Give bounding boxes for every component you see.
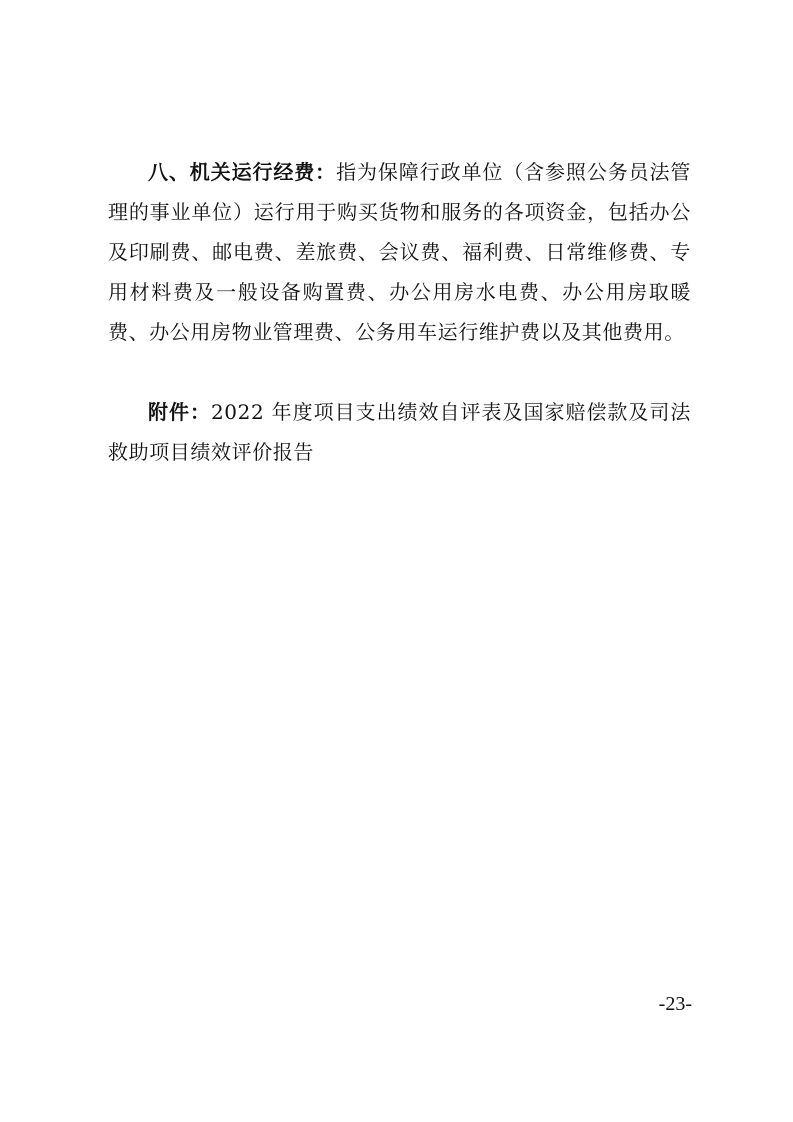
attachment-paragraph xyxy=(108,392,691,472)
attachment-colon: ： xyxy=(189,400,211,424)
definition-term: 八、机关运行经费 xyxy=(148,160,316,184)
attachment-label: 附件 xyxy=(148,400,190,424)
definition-paragraph xyxy=(108,152,691,352)
page-number: -23- xyxy=(658,993,692,1015)
definition-text: 指为保障行政单位（含参照公务员法管理的事业单位）运行用于购买货物和服务的各项资金，包括办公及印刷费、邮电费、差旅费、会议费、福利费、日常维修费、专用材料费及一般设备购置费、办公用房水电费、办公用房取暖费、办公用房物业管理费、公务用车运行维护费以及其他费用。 xyxy=(108,160,691,344)
definition-colon: ： xyxy=(315,160,337,184)
attachment-text: 2022 年度项目支出绩效自评表及国家赔偿款及司法救助项目绩效评价报告 xyxy=(108,400,691,464)
